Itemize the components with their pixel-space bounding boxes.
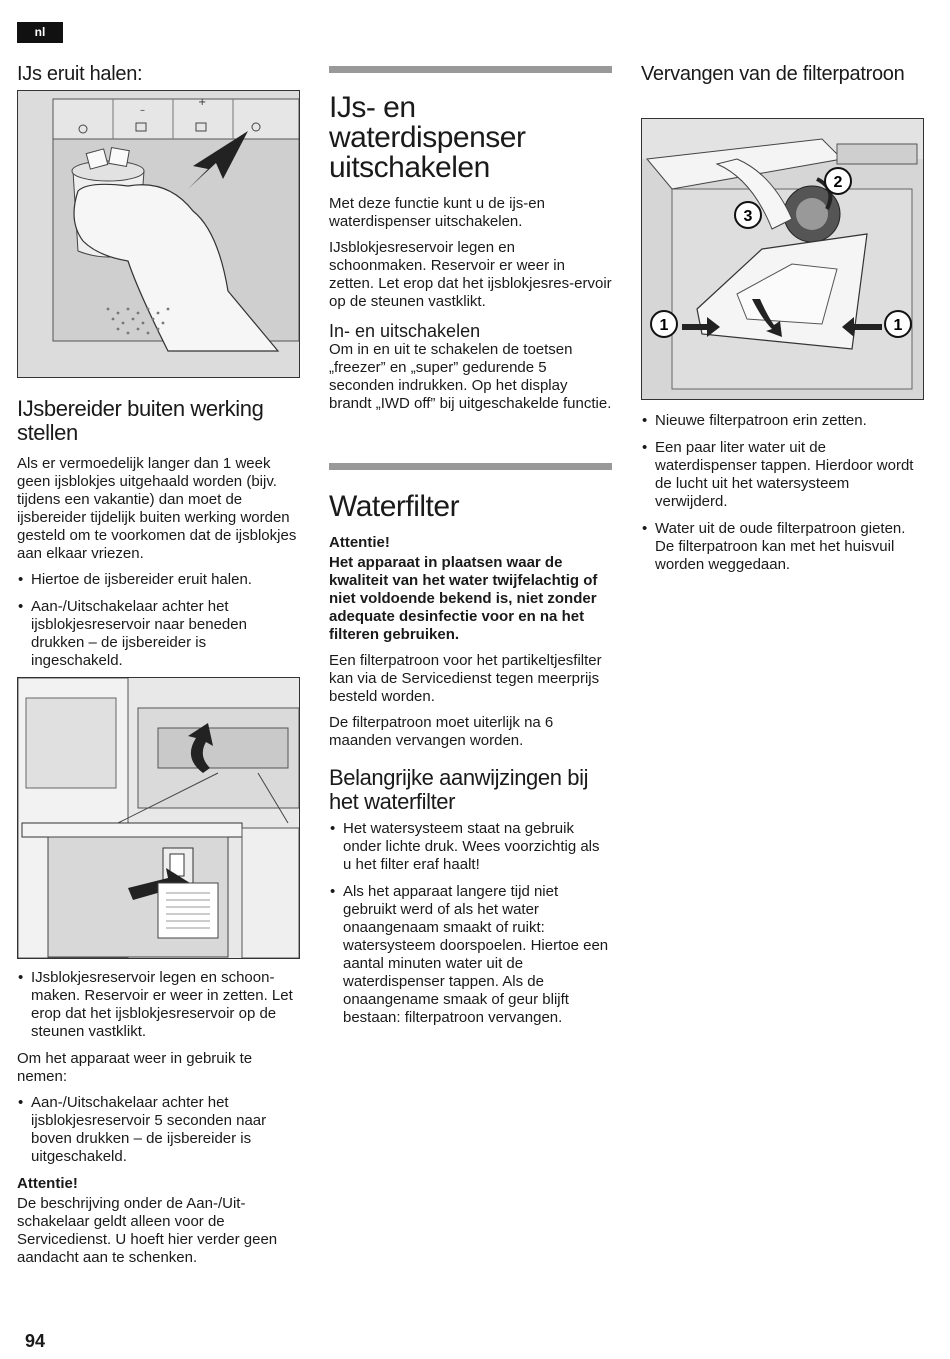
section-divider	[329, 66, 612, 73]
section-restart	[17, 969, 299, 1275]
figure-ice-dispenser	[17, 90, 300, 378]
section-divider	[329, 463, 612, 470]
attention-warning: Het apparaat in plaatsen waar de kwaliteit van het water twijfelachtig of niet voldoende bekend is, niet zonder adequate desinfectie voor en na het filteren gebruiken.	[329, 554, 598, 643]
dispenser-p1: Met deze functie kunt u de ijs-en waterdispenser uitschakelen.	[329, 195, 545, 230]
language-tab: nl	[17, 22, 63, 43]
list-item: • Hiertoe de ijsbereider eruit halen.	[17, 571, 299, 589]
heading-dispenser-off: IJs- en waterdispenser uitschakelen	[329, 91, 526, 184]
section-waterfilter	[329, 463, 612, 1036]
callout-1-right: 1	[893, 317, 903, 334]
list-item: • Nieuwe filterpatroon erin zetten.	[641, 412, 923, 430]
replace-steps	[641, 412, 923, 574]
heading-replace-filter: Vervangen van de filterpatroon	[641, 63, 905, 85]
filter-p4: Een filterpatroon voor het partikeltjesfilter kan via de Servicedienst tegen meerprijs besteld worden.	[329, 652, 602, 705]
list-item: • Het watersysteem staat na gebruik onder lichte druk. Wees voorzichtig als u het filter eraf haalt!	[329, 820, 612, 874]
column-2	[329, 66, 612, 421]
list-item: • Aan-/Uitschakelaar achter het ijsblokjesreservoir 5 seconden naar boven drukken – de ijsbereider is uitgeschakeld.	[17, 1094, 299, 1166]
heading-waterfilter: Waterfilter	[329, 490, 460, 523]
callout-3: 3	[743, 208, 753, 225]
list-item: • Een paar liter water uit de waterdispenser tappen. Hierdoor wordt de lucht uit het watersysteem verwijderd.	[641, 439, 923, 511]
icemaker-intro: Als er vermoedelijk langer dan 1 week geen ijsblokjes uitgehaald worden (bijv. tijdens een vakantie) dan moet de ijsbereider tijdelijk buiten werking worden gesteld om te voorkomen dat de ijsblokjes aan elkaar vriezen.	[17, 455, 297, 562]
list-item: • Aan-/Uitschakelaar achter het ijsblokjesreservoir naar beneden drukken – de ijsbereider is ingeschakeld.	[17, 598, 299, 670]
panel-plus: +	[198, 97, 207, 108]
restart-intro: Om het apparaat weer in gebruik te nemen:	[17, 1050, 253, 1085]
icemaker-steps	[17, 571, 299, 670]
heading-icemaker-off: IJsbereider buiten werking stellen	[17, 396, 264, 445]
attention-label: Attentie!	[329, 534, 390, 551]
column-3	[641, 63, 923, 85]
list-item: • Als het apparaat langere tijd niet gebruikt werd of als het water onaangenaam smaakt of ruikt: watersysteem doorspoelen. Hiertoe een aantal minuten water uit de waterdispenser tappen. Als de onaangename smaak of geur blijft bestaan: filterpatroon vervangen.	[329, 883, 612, 1027]
section-replace-steps	[641, 412, 923, 583]
filter-notes	[329, 820, 612, 1027]
list-item: • Water uit de oude filterpatroon gieten. De filterpatroon kan met het huisvuil worden weggedaan.	[641, 520, 923, 574]
column-1	[17, 63, 299, 85]
callout-2: 2	[833, 174, 843, 191]
heading-filter-notes: Belangrijke aanwijzingen bij het waterfilter	[329, 765, 589, 814]
heading-ice-removal: IJs eruit halen:	[17, 63, 143, 85]
section-icemaker	[17, 397, 299, 679]
heading-on-off: In- en uitschakelen	[329, 321, 481, 341]
callout-1-left: 1	[659, 317, 669, 334]
cleaning-steps	[17, 969, 299, 1041]
restart-steps	[17, 1094, 299, 1166]
figure-icemaker-switch	[17, 677, 300, 959]
filter-p5: De filterpatroon moet uiterlijk na 6 maanden vervangen worden.	[329, 714, 554, 749]
panel-minus: –	[140, 105, 145, 116]
attention-note: De beschrijving onder de Aan-/Uit-schakelaar geldt alleen voor de Servicedienst. U hoeft hier verder geen aandacht aan te schenken.	[17, 1195, 278, 1266]
dispenser-p2: IJsblokjesreservoir legen en schoonmaken. Reservoir er weer in zetten. Let erop dat het ijsblokjesres-ervoir op de steunen vastklikt.	[329, 239, 612, 310]
page-number: 94	[25, 1331, 46, 1351]
figure-filter-cartridge	[641, 118, 924, 400]
list-item: • IJsblokjesreservoir legen en schoon-maken. Reservoir er weer in zetten. Let erop dat het ijsblokjesreservoir op de steunen vastklikt.	[17, 969, 299, 1041]
dispenser-p3: Om in en uit te schakelen de toetsen „freezer” en „super” gedurende 5 seconden indrukken. Op het display brandt „IWD off” bij uitgeschakelde functie.	[329, 341, 612, 412]
attention-label: Attentie!	[17, 1175, 78, 1192]
